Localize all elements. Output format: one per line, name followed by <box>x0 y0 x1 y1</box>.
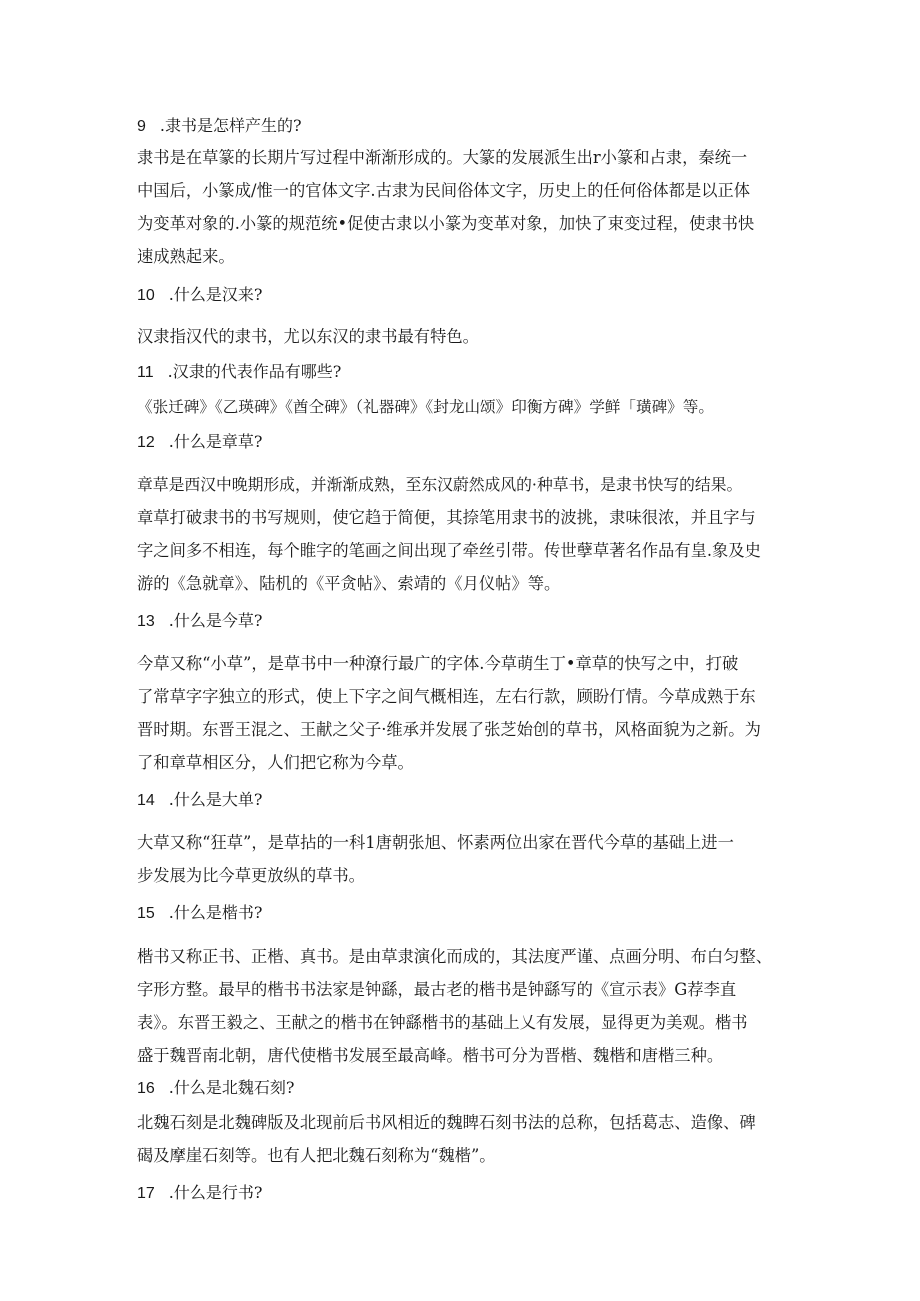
question-heading <box>137 432 262 453</box>
question-heading <box>137 611 262 632</box>
answer-line: 游的《急就章》、陆机的《平贪帖》、索靖的《月仪帖》等。 <box>137 574 561 593</box>
answer-line: 了常草字字独立的形式，使上下字之间气概相连，左右行款，顾盼仃情。今草成熟于东 <box>137 687 756 706</box>
question-number: 15 <box>137 905 155 922</box>
answer-line: 步发展为比今草更放纵的草书。 <box>137 866 365 885</box>
question-text: .什么是行书? <box>168 1183 263 1202</box>
question-number: 9 <box>137 118 146 135</box>
answer-line: 表》。东晋王毅之、王献之的楷书在钟繇楷书的基础上乂有发展，显得更为美观。楷书 <box>137 1013 748 1032</box>
answer-line: 为变革对象的.小篆的规范统•促使古隶以小篆为变革对象，加快了束变过程，使隶书快 <box>137 214 755 233</box>
question-heading <box>137 116 302 137</box>
answer-line: 中国后，小篆成/惟一的官体文字.古隶为民间俗体文字，历史上的任何俗体都是以正体 <box>137 181 751 200</box>
question-heading <box>137 903 262 924</box>
answer-line: 今草又称“小草”，是草书中一种潦行最广的字体.今草萌生丁•章草的快写之中，打破 <box>137 654 739 673</box>
question-text: .什么是大单? <box>168 790 263 809</box>
question-text: .什么是楷书? <box>168 903 263 922</box>
answer-line: 晋时期。东晋王混之、王献之父子·维承并发展了张芝始创的草书，风格面貌为之新。为 <box>137 720 761 739</box>
question-number: 10 <box>137 287 155 304</box>
answer-line: 字之间多不相连，每个睢字的笔画之间出现了牵丝引带。传世孽草著名作品有皇.象及史 <box>137 541 761 560</box>
answer-line: 汉隶指汉代的隶书，尤以东汉的隶书最有特色。 <box>137 327 479 346</box>
question-heading <box>137 1078 294 1099</box>
question-heading <box>137 285 262 306</box>
answer-line: 字形方整。最早的楷书书法家是钟繇，最古老的楷书是钟繇写的《宣示表》G荐李直 <box>137 980 737 999</box>
question-heading <box>137 790 262 811</box>
question-text: .汉隶的代表作品有哪些? <box>167 362 342 381</box>
question-number: 17 <box>137 1185 155 1202</box>
question-number: 16 <box>137 1080 155 1097</box>
answer-line: 速成熟起来。 <box>137 247 235 266</box>
question-text: .什么是今草? <box>168 611 263 630</box>
question-text: .什么是汉来? <box>168 285 263 304</box>
answer-line: 隶书是在草篆的长期片写过程中渐渐形成的。大篆的发展派生出r小篆和占隶，秦统一 <box>137 148 748 167</box>
answer-line: 章草是西汉中晚期形成，并渐渐成熟，至东汉蔚然成风的·种草书，是隶书快写的结果。 <box>137 475 743 494</box>
answer-line: 大草又称“狂草”，是草拈的一科1唐朝张旭、怀素两位出家在晋代今草的基础上进一 <box>137 833 734 852</box>
question-number: 14 <box>137 792 155 809</box>
question-text: .什么是章草? <box>168 432 263 451</box>
question-heading <box>137 1183 262 1204</box>
question-heading <box>137 362 341 383</box>
question-number: 12 <box>137 434 155 451</box>
answer-line: 章草打破隶书的书写规则，使它趋于简便，其捺笔用隶书的波挑，隶味很浓，并且字与 <box>137 508 756 527</box>
answer-line: 楷书又称正书、正楷、真书。是由草隶演化而成的，其法度严谨、点画分明、布白匀整、 <box>137 947 772 966</box>
answer-line: 《张迁碑》《乙瑛碑》《酋仝碑》（礼器碑》《封龙山颂》印衡方碑》学鲜「璜碑》等。 <box>137 398 714 416</box>
question-number: 11 <box>137 364 154 381</box>
question-number: 13 <box>137 613 155 630</box>
answer-line: 碣及摩崖石刻等。也有人把北魏石刻称为“魏楷”。 <box>137 1146 496 1165</box>
answer-line: 盛于魏晋南北朝，唐代使楷书发展至最高峰。楷书可分为晋楷、魏楷和唐楷三种。 <box>137 1046 724 1065</box>
question-text: .什么是北魏石刻? <box>168 1078 295 1097</box>
answer-line: 了和章草相区分，人们把它称为今草。 <box>137 753 414 772</box>
question-text: .隶书是怎样产生的? <box>159 116 302 135</box>
answer-line: 北魏石刻是北魏碑版及北现前后书风相近的魏睥石刻书法的总称，包括葛志、造像、碑 <box>137 1113 756 1132</box>
